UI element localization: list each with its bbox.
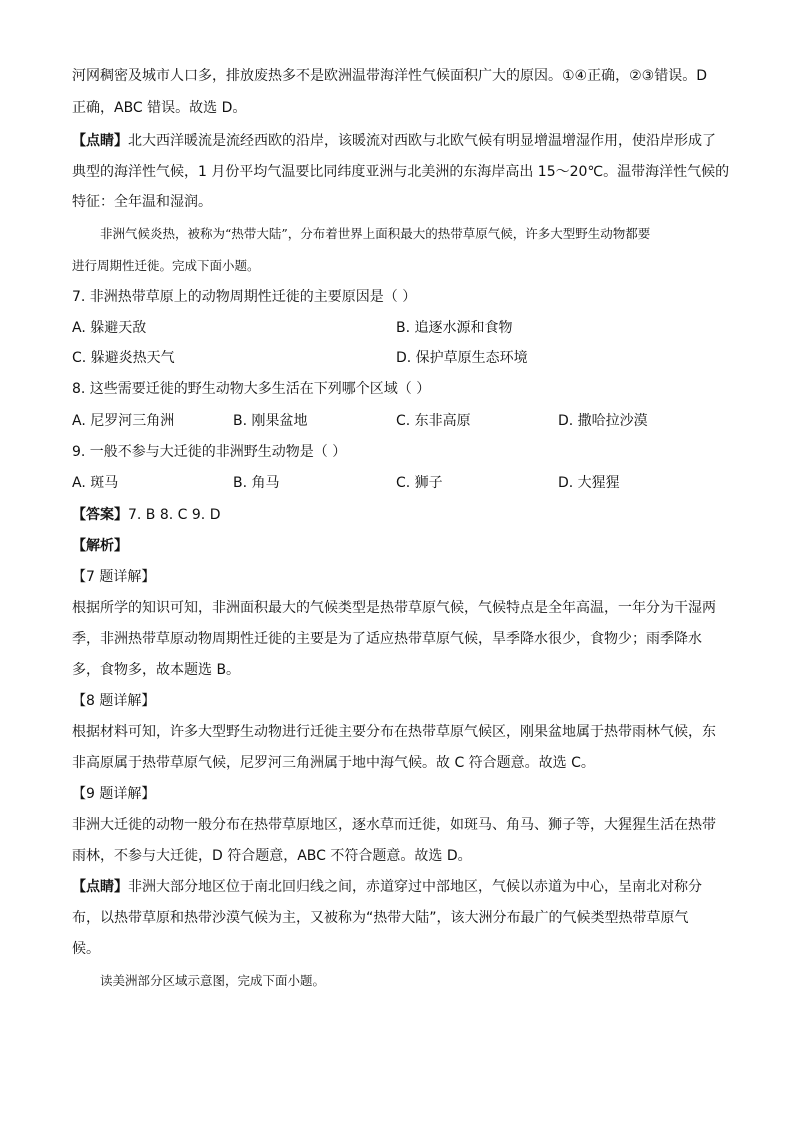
detail-9-line-2: 雨林，不参与大迁徙，D 符合题意，ABC 不符合题意。故选 D。 [72, 848, 472, 864]
dianjing-text: 北大西洋暖流是流经西欧的沿岸，该暖流对西欧与北欧气候有明显增温增湿作用，使沿岸形成了 [128, 133, 716, 149]
detail-8-title: 【8 题详解】 [72, 693, 156, 709]
q9-option-d: D. 大猩猩 [558, 475, 620, 491]
dianjing-tag: 【点睛】 [72, 133, 128, 149]
dianjing-2-line-2: 布，以热带草原和热带沙漠气候为主，又被称为“热带大陆”，该大洲分布最广的气候类型热带草原气 [72, 910, 689, 926]
q7-stem: 7. 非洲热带草原上的动物周期性迁徙的主要原因是（ ） [72, 289, 417, 305]
dianjing-2-line-1 [72, 877, 702, 897]
material-1-line-2: 进行周期性迁徙。完成下面小题。 [72, 258, 260, 273]
q8-option-d: D. 撒哈拉沙漠 [558, 413, 648, 429]
detail-8-line-2: 非高原属于热带草原气候，尼罗河三角洲属于地中海气候。故 C 符合题意。故选 C。 [72, 755, 595, 771]
answer-tag: 【答案】 [72, 507, 128, 523]
detail-9-title: 【9 题详解】 [72, 786, 156, 802]
q7-option-a: A. 躲避天敌 [72, 320, 147, 336]
answer-line [72, 505, 220, 525]
q9-option-a: A. 斑马 [72, 475, 119, 491]
detail-7-title: 【7 题详解】 [72, 569, 156, 585]
intro-line-1: 河网稠密及城市人口多，排放废热多不是欧洲温带海洋性气候面积广大的原因。①④正确，②③错误。D [72, 68, 707, 84]
q9-option-b: B. 角马 [233, 475, 280, 491]
answer-text: 7. B 8. C 9. D [128, 507, 221, 523]
detail-8-line-1: 根据材料可知，许多大型野生动物进行迁徙主要分布在热带草原气候区，刚果盆地属于热带雨林气候，东 [72, 724, 716, 740]
jiexi-tag: 【解析】 [72, 538, 128, 554]
material-1-line-1: 非洲气候炎热，被称为“热带大陆”，分布着世界上面积最大的热带草原气候，许多大型野生动物都要 [100, 226, 651, 241]
dianjing-2-text: 非洲大部分地区位于南北回归线之间，赤道穿过中部地区，气候以赤道为中心，呈南北对称分 [128, 879, 702, 895]
material-2-line-1: 读美洲部分区域示意图，完成下面小题。 [100, 973, 326, 988]
detail-9-line-1: 非洲大迁徙的动物一般分布在热带草原地区，逐水草而迁徙，如斑马、角马、狮子等，大猩猩生活在热带 [72, 817, 716, 833]
dianjing-2-line-3: 候。 [72, 941, 100, 957]
detail-7-line-1: 根据所学的知识可知，非洲面积最大的气候类型是热带草原气候，气候特点是全年高温，一年分为干湿两 [72, 600, 716, 616]
q8-option-c: C. 东非高原 [396, 413, 471, 429]
dianjing-1-line-3: 特征：全年温和湿润。 [72, 194, 212, 210]
q7-option-c: C. 躲避炎热天气 [72, 350, 175, 366]
intro-line-2: 正确，ABC 错误。故选 D。 [72, 100, 247, 116]
dianjing-1-line-2: 典型的海洋性气候，1 月份平均气温要比同纬度亚洲与北美洲的东海岸高出 15～20℃。温带海洋性气候的 [72, 164, 730, 180]
q8-stem: 8. 这些需要迁徙的野生动物大多生活在下列哪个区域（ ） [72, 381, 431, 397]
q8-option-a: A. 尼罗河三角洲 [72, 413, 175, 429]
q7-option-b: B. 追逐水源和食物 [396, 320, 513, 336]
q9-stem: 9. 一般不参与大迁徙的非洲野生动物是（ ） [72, 444, 347, 460]
detail-7-line-3: 多，食物多，故本题选 B。 [72, 662, 241, 678]
dianjing-1-line-1 [72, 131, 716, 151]
detail-7-line-2: 季，非洲热带草原动物周期性迁徙的主要是为了适应热带草原气候，旱季降水很少，食物少；雨季降水 [72, 631, 702, 647]
dianjing-2-tag: 【点睛】 [72, 879, 128, 895]
q8-option-b: B. 刚果盆地 [233, 413, 308, 429]
q7-option-d: D. 保护草原生态环境 [396, 350, 528, 366]
q9-option-c: C. 狮子 [396, 475, 443, 491]
